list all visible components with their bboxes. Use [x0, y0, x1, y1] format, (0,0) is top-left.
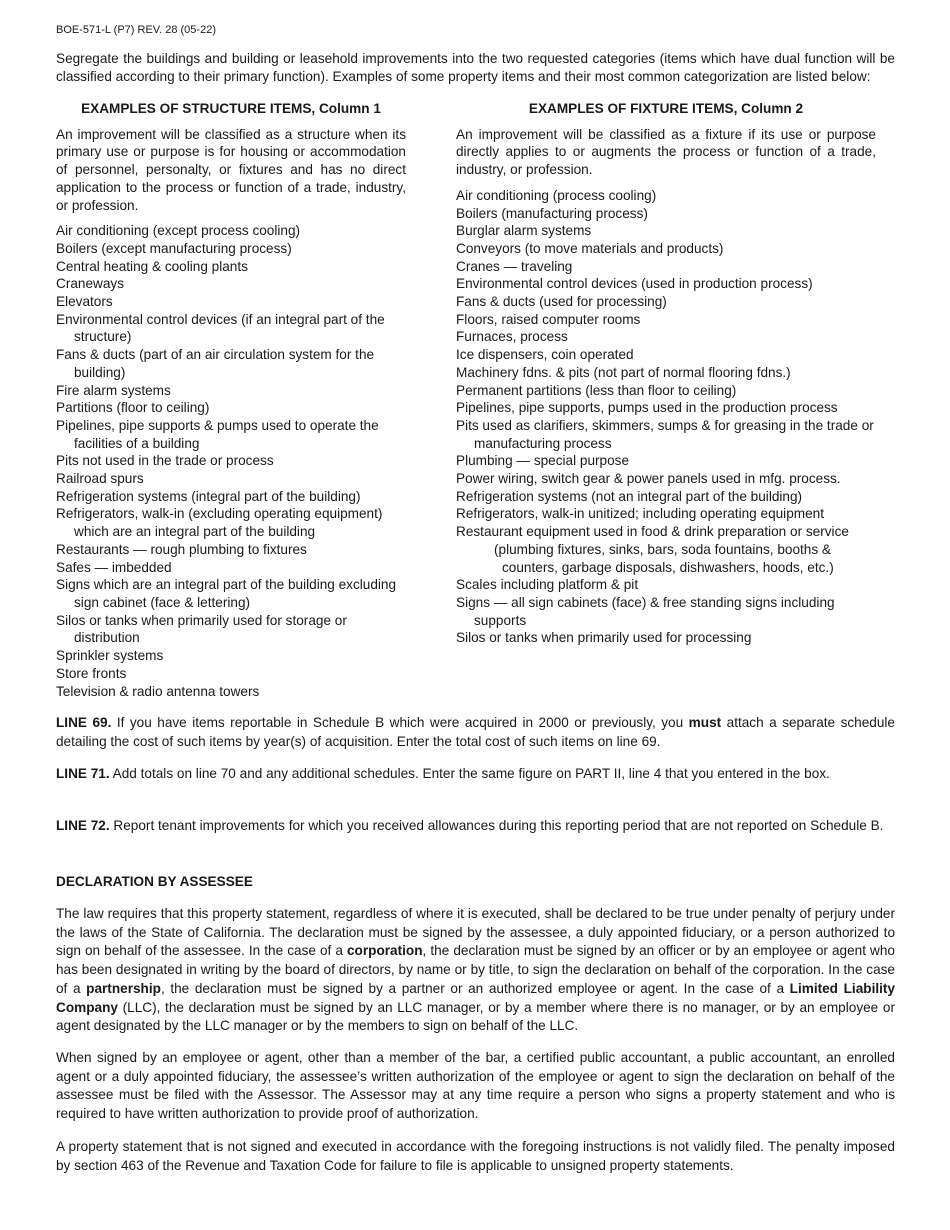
list-item: Refrigeration systems (integral part of the building) [56, 488, 361, 504]
list-item: Craneways [56, 276, 124, 292]
line-72-text: Report tenant improvements for which you received allowances during this reporting period that are not reported on Schedule B. [109, 818, 884, 833]
restaurant-item-line-1: Restaurant equipment used in food & drink preparation or service [456, 524, 849, 540]
list-item: Refrigeration systems (not an integral part of the building) [456, 488, 803, 504]
decl-p1-text-c: , the declaration must be signed by a partner or an authorized employee or agent. In the case of a [160, 980, 790, 996]
list-item: Signs which are an integral part of the building excluding sign cabinet (face & lettering) [56, 577, 397, 610]
list-item: Pits used as clarifiers, skimmers, sumps & for greasing in the trade or manufacturing process [456, 417, 874, 451]
line-69-label: LINE 69. [56, 715, 112, 730]
list-item: Elevators [56, 294, 113, 310]
intro-paragraph: Segregate the buildings and building or leasehold improvements into the two requested categories (items which have dual function will be classified according to their primary function). Examples of some property items and their most common categorization are listed below: [56, 51, 895, 84]
list-item: Machinery fdns. & pits (not part of normal flooring fdns.) [456, 364, 791, 380]
line-72-paragraph [56, 817, 895, 836]
list-item: Furnaces, process [456, 329, 568, 345]
structure-heading: EXAMPLES OF STRUCTURE ITEMS, Column 1 [81, 101, 381, 116]
list-item: Silos or tanks when primarily used for storage or distribution [56, 612, 347, 646]
list-item [456, 523, 876, 576]
decl-p1-text-a: The law requires that this property statement, regardless of where it is executed, shall be declared to be true under penalty of perjury under the laws of the State of California. The declaration must be signed by the assessee, a duly appointed fiduciary, or a person authorized to sign on behalf of the assessee. In the case of a [56, 906, 895, 959]
list-item: Pipelines, pipe supports & pumps used to operate the facilities of a building [56, 417, 379, 451]
list-item: Signs — all sign cabinets (face) & free standing signs including supports [456, 594, 835, 628]
list-item: Boilers (manufacturing process) [456, 205, 648, 221]
list-item: Sprinkler systems [56, 648, 164, 664]
line-72-label: LINE 72. [56, 818, 110, 833]
list-item: Railroad spurs [56, 471, 144, 487]
list-item: Floors, raised computer rooms [456, 311, 641, 327]
fixture-column [456, 100, 876, 647]
list-item: Fans & ducts (used for processing) [456, 294, 667, 310]
list-item: Boilers (except manufacturing process) [56, 240, 292, 256]
list-item: Plumbing — special purpose [456, 453, 630, 469]
list-item: Television & radio antenna towers [56, 683, 260, 699]
restaurant-item-line-2: (plumbing fixtures, sinks, bars, soda fountains, booths & [494, 541, 831, 557]
fixture-description: An improvement will be classified as a fixture if its use or purpose directly applies to or augments the process or function of a trade, industry, or profession. [456, 126, 876, 178]
list-item: Air conditioning (process cooling) [456, 187, 657, 203]
list-item: Conveyors (to move materials and products) [456, 240, 724, 256]
fixture-items-list [456, 187, 876, 647]
line-69-emphasis: must [688, 715, 722, 730]
list-item: Safes — imbedded [56, 559, 172, 575]
list-item: Central heating & cooling plants [56, 258, 248, 274]
declaration-paragraph-3: A property statement that is not signed and executed in accordance with the foregoing instructions is not validly filed. The penalty imposed by section 463 of the Revenue and Taxation Code for failure to file is applicable to unsigned property statements. [56, 1139, 895, 1173]
list-item: Pits not used in the trade or process [56, 453, 274, 469]
structure-items-list [56, 222, 406, 700]
line-71-paragraph [56, 765, 895, 784]
list-item: Permanent partitions (less than floor to ceiling) [456, 382, 737, 398]
fixture-heading: EXAMPLES OF FIXTURE ITEMS, Column 2 [528, 101, 804, 116]
line-69-paragraph [56, 714, 895, 751]
line-71-text: Add totals on line 70 and any additional schedules. Enter the same figure on PART II, line 4 that you entered in the box. [109, 766, 830, 781]
decl-p1-text-b: , the declaration must be signed by an officer or by an employee or agent who has been designated in writing by the board of directors, by name or by title, to sign the declaration on behalf of the corporation. In the case of a [56, 943, 895, 996]
declaration-heading: DECLARATION BY ASSESSEE [56, 874, 253, 889]
declaration-paragraph-2: When signed by an employee or agent, other than a member of the bar, a certified public accountant, a public accountant, an enrolled agent or a duly appointed fiduciary, the assessee’s written authorization of the employee or agent to sign the declaration on behalf of the assessee must be filed with the Assessor. The Assessor may at any time require a person who signs a property statement and who is required to have written authorization to provide proof of authorization. [56, 1050, 895, 1122]
list-item: Environmental control devices (used in production process) [456, 276, 813, 292]
form-id: BOE-571-L (P7) REV. 28 (05-22) [56, 24, 216, 36]
structure-description: An improvement will be classified as a structure when its primary use or purpose is for housing or accommodation of personnel, personalty, or fixtures and has no direct application to the process or function of a trade, industry, or profession. [56, 126, 406, 213]
restaurant-item-line-3: counters, garbage disposals, dishwashers, hoods, etc.) [502, 559, 834, 575]
structure-column [56, 100, 406, 700]
list-item: Refrigerators, walk-in (excluding operating equipment) which are an integral part of the building [56, 506, 383, 540]
list-item: Burglar alarm systems [456, 223, 592, 239]
list-item: Pipelines, pipe supports, pumps used in the production process [456, 400, 838, 416]
list-item: Power wiring, switch gear & power panels used in mfg. process. [456, 471, 841, 487]
list-item: Refrigerators, walk-in unitized; including operating equipment [456, 506, 824, 522]
line-71-label: LINE 71. [56, 766, 110, 781]
list-item: Partitions (floor to ceiling) [56, 400, 210, 416]
list-item: Silos or tanks when primarily used for processing [456, 630, 752, 646]
list-item: Scales including platform & pit [456, 577, 639, 593]
declaration-paragraph-1 [56, 905, 895, 1036]
list-item: Ice dispensers, coin operated [456, 347, 634, 363]
list-item: Fans & ducts (part of an air circulation system for the building) [56, 347, 375, 380]
line-69-text-a: If you have items reportable in Schedule B which were acquired in 2000 or previously, you [111, 715, 689, 730]
list-item: Air conditioning (except process cooling) [56, 223, 301, 239]
line-69-text-b: attach a separate schedule detailing the cost of such items by year(s) of acquisition. Enter the total cost of such items on line 69. [56, 715, 895, 749]
list-item: Restaurants — rough plumbing to fixtures [56, 541, 307, 557]
list-item: Fire alarm systems [56, 382, 171, 398]
decl-partnership-term: partnership [86, 980, 161, 996]
list-item: Environmental control devices (if an integral part of the structure) [56, 311, 385, 345]
decl-p1-text-d: (LLC), the declaration must be signed by an LLC manager, or by a member where there is no manager, or by an employee or agent designated by the LLC manager or by the members to sign on behalf of the LLC. [56, 999, 895, 1034]
list-item: Cranes — traveling [456, 258, 573, 274]
list-item: Store fronts [56, 665, 127, 681]
decl-corporation-term: corporation [347, 943, 423, 959]
decl-llc-term: Limited Liability Company [56, 980, 895, 1015]
